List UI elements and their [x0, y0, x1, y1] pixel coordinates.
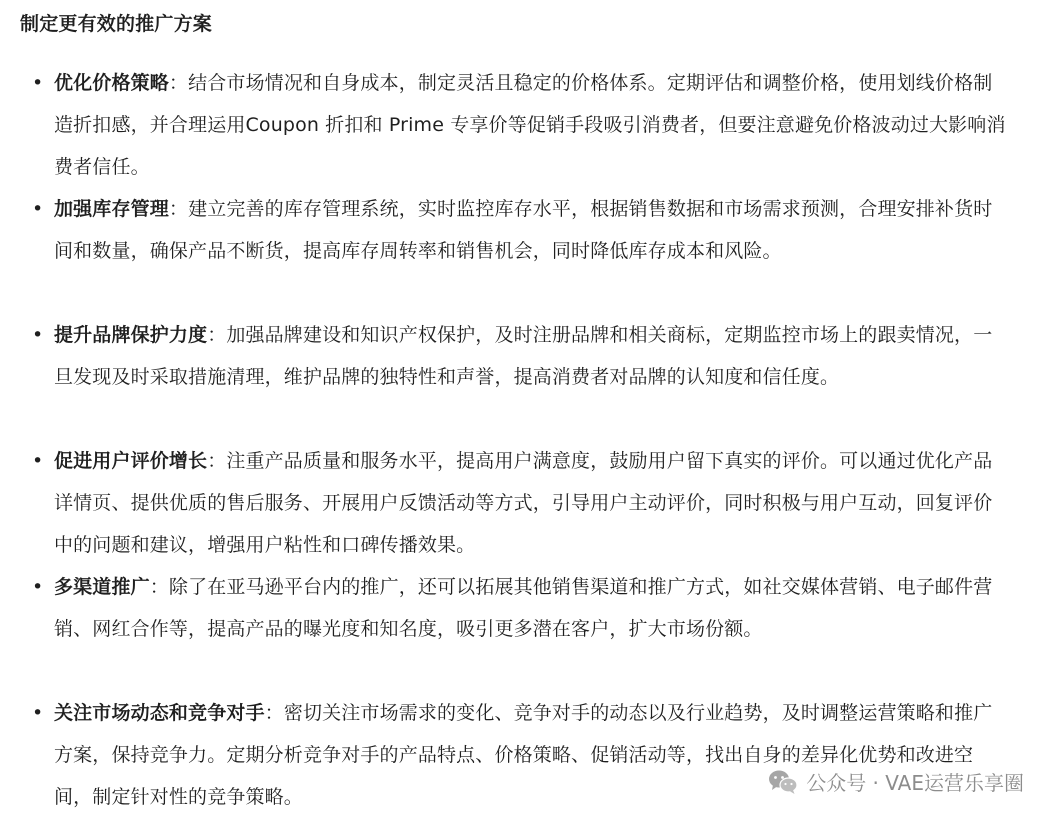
item-text: 加强品牌建设和知识产权保护，及时注册品牌和相关商标，定期监控市场上的跟卖情况，一旦发现及时采取措施清理，维护品牌的独特性和声誉，提高消费者对品牌的认知度和信任度。 — [54, 324, 993, 388]
bullet: • — [32, 576, 44, 598]
wechat-icon — [768, 769, 798, 795]
item-text: 除了在亚马逊平台内的推广，还可以拓展其他销售渠道和推广方式，如社交媒体营销、电子邮件营销、网红合作等，提高产品的曝光度和知名度，吸引更多潜在客户，扩大市场份额。 — [54, 576, 993, 640]
item-separator: ： — [264, 702, 284, 724]
item-separator: ： — [149, 576, 169, 598]
list-item — [32, 440, 1006, 566]
item-term: 促进用户评价增长 — [54, 450, 208, 472]
watermark — [768, 767, 1024, 796]
list-item — [32, 566, 1006, 650]
item-term: 加强库存管理 — [54, 198, 169, 220]
item-text: 结合市场情况和自身成本，制定灵活且稳定的价格体系。定期评估和调整价格，使用划线价格制造折扣感，并合理运用Coupon 折扣和 Prime 专享价等促销手段吸引消费者，但要注意避免价格波动过大影响消费者信任。 — [54, 72, 1006, 178]
list-item — [32, 314, 1006, 398]
bullet: • — [32, 198, 44, 220]
list-item — [32, 692, 1006, 818]
bullet: • — [32, 72, 44, 94]
watermark-text: 公众号 · VAE运营乐享圈 — [806, 771, 1024, 795]
item-text: 密切关注市场需求的变化、竞争对手的动态以及行业趋势，及时调整运营策略和推广方案，保持竞争力。定期分析竞争对手的产品特点、价格策略、促销活动等，找出自身的差异化优势和改进空间，制定针对性的竞争策略。 — [54, 702, 993, 808]
item-term: 多渠道推广 — [54, 576, 150, 598]
bullet: • — [32, 450, 44, 472]
item-text: 建立完善的库存管理系统，实时监控库存水平，根据销售数据和市场需求预测，合理安排补货时间和数量，确保产品不断货，提高库存周转率和销售机会，同时降低库存成本和风险。 — [54, 198, 993, 262]
item-text: 注重产品质量和服务水平，提高用户满意度，鼓励用户留下真实的评价。可以通过优化产品详情页、提供优质的售后服务、开展用户反馈活动等方式，引导用户主动评价，同时积极与用户互动，回复评价中的问题和建议，增强用户粘性和口碑传播效果。 — [54, 450, 993, 556]
item-separator: ： — [207, 450, 227, 472]
list-item — [32, 62, 1006, 188]
item-separator: ： — [207, 324, 227, 346]
item-separator: ： — [168, 198, 189, 220]
item-term: 优化价格策略 — [54, 72, 169, 94]
list-item — [32, 188, 1006, 272]
item-term: 提升品牌保护力度 — [54, 324, 208, 346]
bullet: • — [32, 324, 44, 346]
item-term: 关注市场动态和竞争对手 — [54, 702, 265, 724]
item-separator: ： — [168, 72, 189, 94]
page-title: 制定更有效的推广方案 — [20, 13, 213, 35]
bullet: • — [32, 702, 44, 724]
